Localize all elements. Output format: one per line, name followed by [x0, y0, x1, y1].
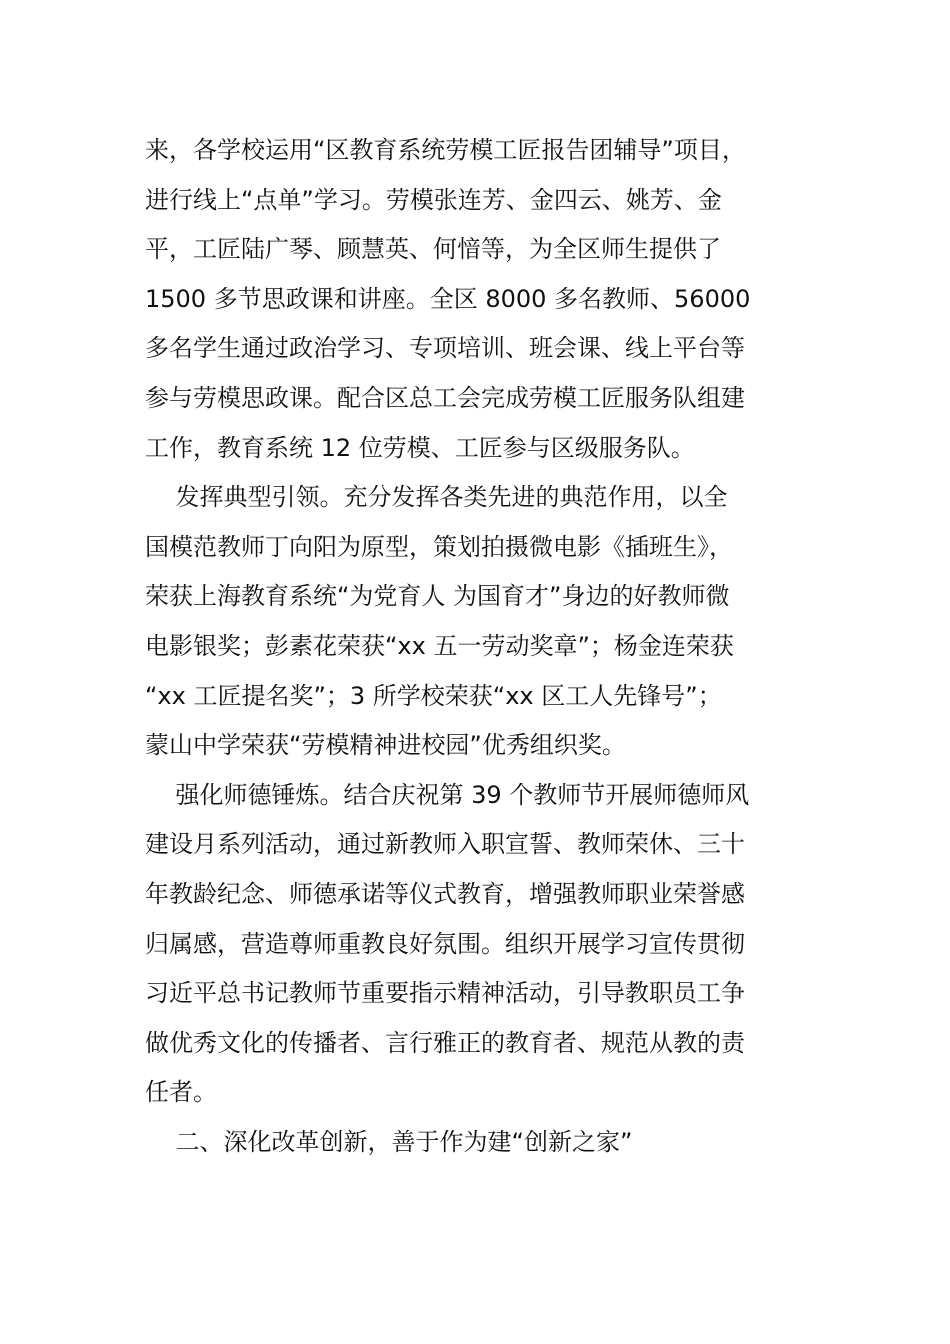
text-line: 平，工匠陆广琴、顾慧英、何愔等，为全区师生提供了 [145, 235, 721, 264]
text-line: 1500 多节思政课和讲座。全区 8000 多名教师、56000 [145, 284, 751, 313]
text-line: “xx 工匠提名奖”；3 所学校荣获“xx 区工人先锋号”； [145, 681, 722, 710]
text-line: 年教龄纪念、师德承诺等仪式教育，增强教师职业荣誉感 [145, 879, 745, 908]
text-line: 进行线上“点单”学习。劳模张连芳、金四云、姚芳、金 [145, 185, 722, 214]
paragraph-heading-line: 发挥典型引领。充分发挥各类先进的典范作用，以全 [145, 483, 728, 512]
text-line: 荣获上海教育系统“为党育人 为国育才”身边的好教师微 [145, 582, 730, 611]
text-line: 参与劳模思政课。配合区总工会完成劳模工匠服务队组建 [145, 383, 745, 412]
document-body [145, 126, 805, 1167]
text-line: 来，各学校运用“区教育系统劳模工匠报告团辅导”项目， [145, 136, 746, 164]
text-line: 建设月系列活动，通过新教师入职宣誓、教师荣休、三十 [145, 830, 745, 859]
text-line: 电影银奖；彭素花荣获“xx 五一劳动奖章”；杨金连荣获 [145, 631, 734, 660]
text-line: 任者。 [145, 1078, 217, 1107]
text-line: 多名学生通过政治学习、专项培训、班会课、线上平台等 [145, 334, 745, 363]
text-line: 国模范教师丁向阳为原型，策划拍摄微电影《插班生》， [145, 532, 733, 561]
text-line: 做优秀文化的传播者、言行雅正的教育者、规范从教的责 [145, 1028, 745, 1057]
text-line: 工作，教育系统 12 位劳模、工匠参与区级服务队。 [145, 433, 695, 462]
section-heading: 二、深化改革创新，善于作为建“创新之家” [145, 1127, 633, 1156]
paragraph-heading-line: 强化师德锤炼。结合庆祝第 39 个教师节开展师德师风 [145, 780, 750, 809]
text-line: 归属感，营造尊师重教良好氛围。组织开展学习宣传贯彻 [145, 929, 745, 958]
text-line: 蒙山中学荣获“劳模精神进校园”优秀组织奖。 [145, 731, 626, 760]
text-line: 习近平总书记教师节重要指示精神活动，引导教职员工争 [145, 979, 745, 1008]
